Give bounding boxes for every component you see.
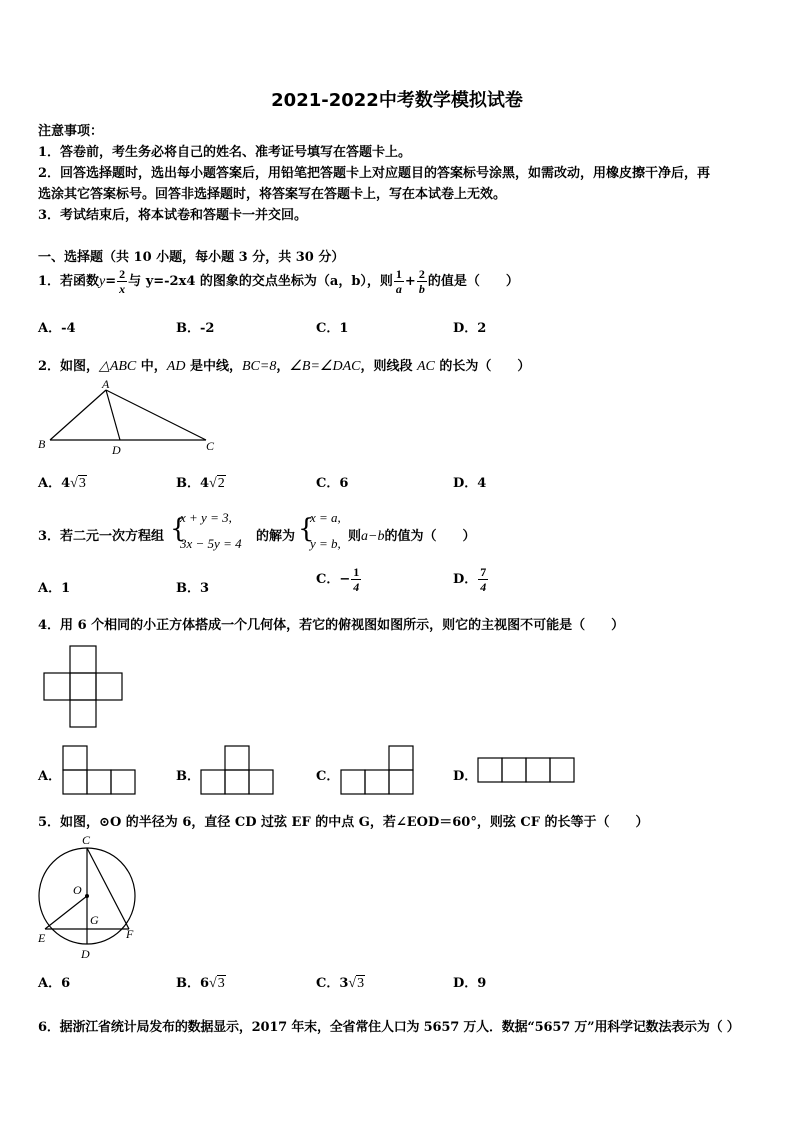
q2-triangle-figure bbox=[34, 378, 224, 458]
note-item-2: 2．回答选择题时，选出每小题答案后，用铅笔把答题卡上对应题目的答案标号涂黑，如需改动，用橡皮擦干净后，再 bbox=[38, 166, 711, 181]
question-5: 5．如图，⊙O 的半径为 6，直径 CD 过弦 EF 的中点 G，若∠EOD＝60°，则弦 CF 的长等于（ ） bbox=[38, 815, 649, 830]
q5-label-f: F bbox=[126, 927, 134, 941]
q2-label-d: D bbox=[112, 443, 121, 457]
section-heading: 一、选择题（共 10 小题，每小题 3 分，共 30 分） bbox=[38, 250, 345, 265]
q3-brace-1: { bbox=[170, 514, 187, 544]
q3-prefix: 3．若二元一次方程组 bbox=[38, 529, 165, 544]
note-item-3: 3．考试结束后，将本试卷和答题卡一并交回。 bbox=[38, 208, 308, 223]
q3-system-2-eq2: y = b, bbox=[310, 536, 341, 551]
q1-y: y bbox=[99, 274, 106, 289]
q5-label-d: D bbox=[81, 947, 90, 961]
q3-option-c: C．− $\frac{1}{4}$ bbox=[316, 565, 360, 594]
q5-option-d: D．9 bbox=[453, 976, 487, 991]
q1-option-a: A．-4 bbox=[38, 321, 76, 336]
q5-option-c: C．3√3 bbox=[316, 976, 365, 991]
q1-eq: = bbox=[105, 274, 117, 289]
q3-system-1-eq2: 3x − 5y = 4 bbox=[180, 536, 242, 551]
q4-option-b-figure bbox=[198, 744, 278, 798]
q1-fraction-1: $\frac{2}{x}$ bbox=[119, 267, 126, 296]
q1-middle: 与 y=-2x4 的图象的交点坐标为（a，b），则 bbox=[128, 274, 393, 289]
q5-label-c: C bbox=[82, 833, 91, 847]
page-title: 2021-2022中考数学模拟试卷 bbox=[271, 90, 523, 111]
q4-top-view-figure bbox=[38, 644, 128, 730]
q2-option-c: C．6 bbox=[316, 476, 349, 491]
notes-heading: 注意事项： bbox=[38, 124, 104, 139]
q1-fraction-3: $\frac{2}{b}$ bbox=[418, 267, 425, 296]
q5-label-e: E bbox=[38, 931, 46, 945]
q1-fraction-2: $\frac{1}{a}$ bbox=[395, 267, 402, 296]
q4-option-d-figure bbox=[476, 756, 580, 786]
q4-option-c-figure bbox=[338, 744, 418, 798]
q2-option-a: A．4√3 bbox=[38, 476, 86, 491]
q5-label-g: G bbox=[90, 913, 99, 927]
q4-option-b-label: B． bbox=[176, 769, 200, 784]
q1-tail: 的值是（ ） bbox=[427, 274, 519, 289]
q3-tail: 则a−b的值为（ ） bbox=[348, 529, 476, 544]
q2-label-c: C bbox=[206, 439, 215, 453]
question-1 bbox=[38, 268, 519, 295]
question-2: 2．如图，△ABC 中，AD 是中线，BC=8，∠B=∠DAC，则线段 AC 的长为（ ） bbox=[38, 359, 531, 374]
q2-label-b: B bbox=[38, 437, 46, 451]
q5-option-b: B．6√3 bbox=[176, 976, 225, 991]
q5-label-o: O bbox=[73, 883, 82, 897]
q2-option-d: D．4 bbox=[453, 476, 487, 491]
q1-prefix: 1．若函数 bbox=[38, 274, 100, 289]
q5-circle-figure bbox=[32, 832, 144, 962]
q4-option-a-figure bbox=[60, 744, 140, 798]
q5-option-a: A．6 bbox=[38, 976, 71, 991]
q3-option-a: A．1 bbox=[38, 581, 71, 596]
q3-option-d: D． $\frac{7}{4}$ bbox=[453, 565, 487, 594]
q2-option-b: B．4√2 bbox=[176, 476, 225, 491]
q4-option-a-label: A． bbox=[38, 769, 62, 784]
question-6: 6．据浙江省统计局发布的数据显示，2017 年末，全省常住人口为 5657 万人．数据“5657 万”用科学记数法表示为（ ） bbox=[38, 1020, 740, 1035]
q3-option-b: B．3 bbox=[176, 581, 210, 596]
note-item-1: 1．答卷前，考生务必将自己的姓名、准考证号填写在答题卡上。 bbox=[38, 145, 412, 160]
q3-system-2-eq1: x = a, bbox=[310, 510, 341, 525]
q2-label-a: A bbox=[102, 378, 110, 391]
q4-option-c-label: C． bbox=[316, 769, 340, 784]
q4-option-d-label: D． bbox=[453, 769, 478, 784]
q1-option-b: B．-2 bbox=[176, 321, 215, 336]
question-4: 4．用 6 个相同的小正方体搭成一个几何体，若它的俯视图如图所示，则它的主视图不可能是（ ） bbox=[38, 618, 625, 633]
q1-option-d: D．2 bbox=[453, 321, 487, 336]
q3-middle: 的解为 bbox=[256, 529, 296, 544]
q1-option-c: C．1 bbox=[316, 321, 349, 336]
q3-brace-2: { bbox=[298, 514, 315, 544]
q1-plus: + bbox=[404, 274, 416, 289]
q3-system-1-eq1: x + y = 3, bbox=[180, 510, 232, 525]
note-item-2-cont: 选涂其它答案标号。回答非选择题时，将答案写在答题卡上，写在本试卷上无效。 bbox=[38, 187, 507, 202]
